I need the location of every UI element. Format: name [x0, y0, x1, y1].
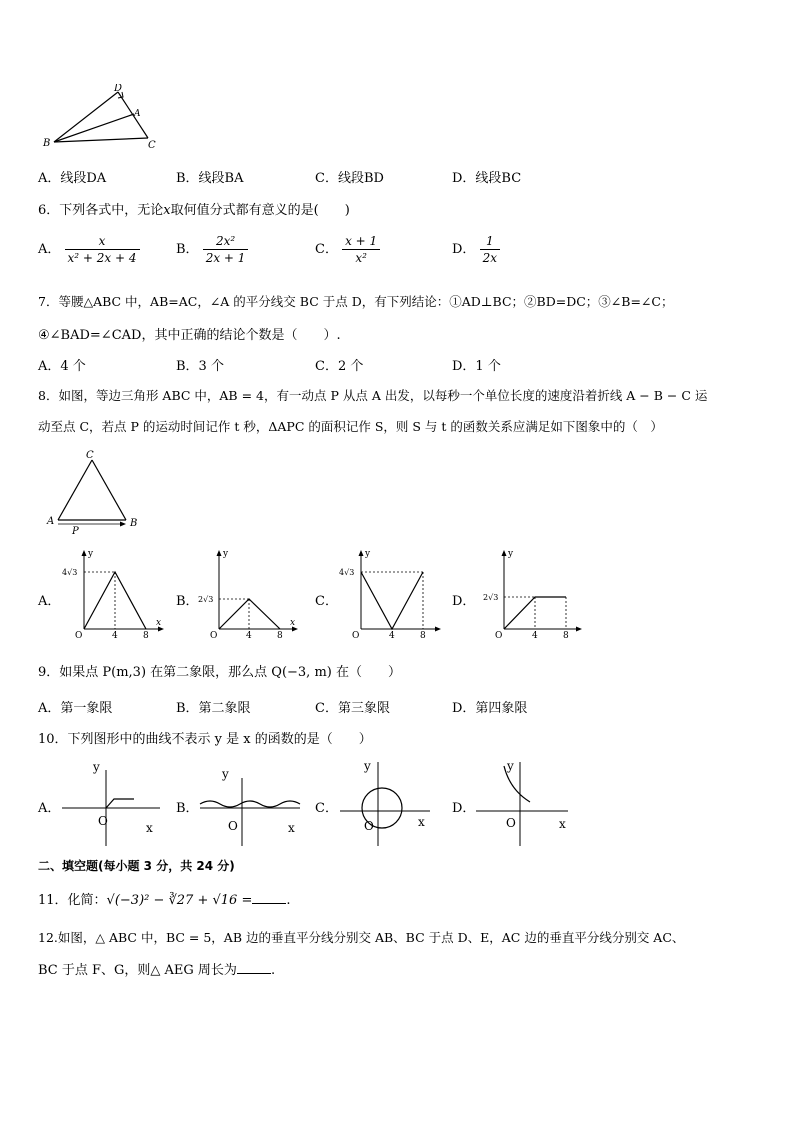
- graph-c-v43: 4√3: [339, 568, 355, 577]
- q6-label-a: A．: [38, 242, 61, 257]
- graph-d-v23: 2√3: [483, 593, 499, 602]
- q6-fraction-b: [203, 233, 249, 266]
- q8-label-a: A: [47, 516, 55, 527]
- q10a-x: x: [146, 821, 153, 835]
- q5-label-d: D: [114, 84, 123, 94]
- q5-option-c[interactable]: C．线段BD: [315, 171, 384, 186]
- q10-graph-d: [474, 756, 584, 846]
- q10a-o: O: [98, 814, 108, 828]
- q5-label-a: A: [134, 109, 141, 119]
- q8-option-a[interactable]: A．: [38, 594, 61, 609]
- section-2-title: 二、填空题(每小题 3 分，共 24 分): [38, 859, 235, 873]
- graph-d-t4: 4: [532, 631, 538, 641]
- q8-label-p: P: [72, 526, 79, 537]
- q11-prefix: 11．化简：: [38, 893, 107, 908]
- graph-c-y: y: [365, 549, 371, 559]
- graph-c-t8: 8: [420, 631, 426, 641]
- graph-a-v43: 4√3: [62, 568, 78, 577]
- q12-stem-line2: [38, 959, 275, 978]
- q8-label-c: C: [86, 450, 94, 461]
- q7-option-b[interactable]: B．3 个: [176, 359, 224, 374]
- q6-option-d[interactable]: [452, 233, 500, 266]
- q10b-y: y: [222, 767, 229, 781]
- q6-fraction-a-num: x: [65, 233, 140, 250]
- q6-stem: [38, 199, 350, 218]
- q12-answer-blank[interactable]: [237, 961, 271, 974]
- q6-fraction-d: [480, 233, 500, 266]
- q6-option-c[interactable]: [315, 233, 380, 266]
- q10c-x: x: [418, 815, 425, 829]
- q7-stem-line1: 7．等腰△ABC 中，AB=AC，∠A 的平分线交 BC 于点 D，有下列结论：①AD⊥BC；②BD=DC；③∠B=∠C；: [38, 294, 674, 309]
- graph-a-o: O: [75, 631, 83, 641]
- q5-option-d[interactable]: D．线段BC: [452, 171, 522, 186]
- q8-option-d[interactable]: D．: [452, 594, 476, 609]
- q5-label-c: C: [148, 140, 156, 151]
- q9-option-a[interactable]: A．第一象限: [38, 701, 113, 716]
- q10d-y: y: [507, 759, 514, 773]
- q10-option-d[interactable]: D．: [452, 801, 476, 816]
- q6-fraction-c: [342, 233, 380, 266]
- q12-stem-line2a: BC 于点 F、G，则△ AEG 周长为: [38, 963, 237, 978]
- q8-stem-line2: 动至点 C，若点 P 的运动时间记作 t 秒，ΔAPC 的面积记作 S，则 S 与 t 的函数关系应满足如下图象中的（ ）: [38, 419, 663, 434]
- q7-option-d[interactable]: D．1 个: [452, 359, 501, 374]
- q8-option-c[interactable]: C．: [315, 594, 338, 609]
- q6-fraction-d-num: 1: [480, 233, 500, 250]
- graph-d-t8: 8: [563, 631, 569, 641]
- q9-option-b[interactable]: B．第二象限: [176, 701, 251, 716]
- q6-option-b[interactable]: [176, 233, 248, 266]
- q8-graph-b: [196, 547, 306, 642]
- q6-label-b: B．: [176, 242, 199, 257]
- graph-a-x: x: [156, 618, 162, 628]
- graph-b-x: x: [290, 618, 296, 628]
- graph-b-t8: 8: [277, 631, 283, 641]
- graph-b-t4: 4: [246, 631, 252, 641]
- q10d-o: O: [506, 816, 516, 830]
- q10c-o: O: [364, 819, 374, 833]
- q11: [38, 889, 290, 908]
- q6-option-a[interactable]: [38, 233, 140, 266]
- q6-fraction-b-den: 2x + 1: [205, 251, 246, 265]
- q8-graph-d: [478, 547, 588, 642]
- q6-stem-a: 6．下列各式中，无论: [38, 203, 164, 218]
- q10-option-b[interactable]: B．: [176, 801, 199, 816]
- q8-stem-line1: 8．如图，等边三角形 ABC 中，AB = 4，有一动点 P 从点 A 出发，以每秒一个单位长度的速度沿着折线 A − B − C 运: [38, 388, 708, 403]
- q6-stem-var: x: [163, 203, 171, 218]
- q6-label-c: C．: [315, 242, 338, 257]
- q5-triangle-figure: [40, 84, 170, 152]
- q7-option-c[interactable]: C．2 个: [315, 359, 364, 374]
- q12-stem-line1: 12.如图，△ ABC 中，BC = 5，AB 边的垂直平分线分别交 AB、BC 于点 D、E，AC 边的垂直平分线分别交 AC、: [38, 930, 685, 945]
- q9-option-d[interactable]: D．第四象限: [452, 701, 528, 716]
- graph-c-o: O: [352, 631, 360, 641]
- q7-option-a[interactable]: A．4 个: [38, 359, 86, 374]
- q6-fraction-a-den: x² + 2x + 4: [67, 251, 137, 265]
- q5-option-b[interactable]: B．线段BA: [176, 171, 244, 186]
- q10-graph-c: [338, 756, 448, 846]
- graph-d-o: O: [495, 631, 503, 641]
- q6-stem-b: 取何值分式都有意义的是( ): [170, 203, 350, 218]
- q7-stem-line2: ④∠BAD=∠CAD，其中正确的结论个数是（ ）.: [38, 328, 341, 343]
- q10-option-c[interactable]: C．: [315, 801, 338, 816]
- q12-stem-line2b: .: [270, 963, 276, 978]
- q9-stem: 9．如果点 P(m,3) 在第二象限，那么点 Q(−3, m) 在（ ）: [38, 665, 401, 680]
- q6-fraction-c-den: x²: [355, 251, 367, 265]
- q6-fraction-b-num: 2x²: [203, 233, 249, 250]
- q8-graph-a: [58, 547, 168, 642]
- q11-expression: √(−3)² − ∛27 + √16 =: [106, 893, 253, 908]
- q8-triangle-figure: [44, 448, 154, 538]
- q10-graph-a: [60, 758, 170, 848]
- graph-d-y: y: [508, 549, 514, 559]
- q10-stem: 10．下列图形中的曲线不表示 y 是 x 的函数的是（ ）: [38, 732, 372, 747]
- q6-label-d: D．: [452, 242, 476, 257]
- q10a-y: y: [93, 760, 100, 774]
- q10-graph-b: [196, 758, 306, 848]
- graph-a-t4: 4: [112, 631, 118, 641]
- graph-a-t8: 8: [143, 631, 149, 641]
- graph-b-y: y: [223, 549, 229, 559]
- q9-option-c[interactable]: C．第三象限: [315, 701, 390, 716]
- q10c-y: y: [364, 759, 371, 773]
- q8-option-b[interactable]: B．: [176, 594, 199, 609]
- q8-label-b: B: [130, 518, 138, 529]
- q6-fraction-c-num: x + 1: [342, 233, 380, 250]
- q11-answer-blank[interactable]: [252, 891, 286, 904]
- graph-a-y: y: [88, 549, 94, 559]
- q10d-x: x: [559, 817, 566, 831]
- graph-b-o: O: [210, 631, 218, 641]
- graph-b-v23: 2√3: [198, 595, 214, 604]
- graph-c-t4: 4: [389, 631, 395, 641]
- q10-option-a[interactable]: A．: [38, 801, 61, 816]
- q10b-x: x: [288, 821, 295, 835]
- q8-graph-c: [337, 547, 447, 642]
- q10b-o: O: [228, 819, 238, 833]
- q6-fraction-a: [65, 233, 140, 266]
- q11-suffix: .: [286, 893, 291, 908]
- q6-fraction-d-den: 2x: [482, 251, 497, 265]
- q5-label-b: B: [43, 138, 51, 149]
- q5-option-a[interactable]: A．线段DA: [38, 171, 107, 186]
